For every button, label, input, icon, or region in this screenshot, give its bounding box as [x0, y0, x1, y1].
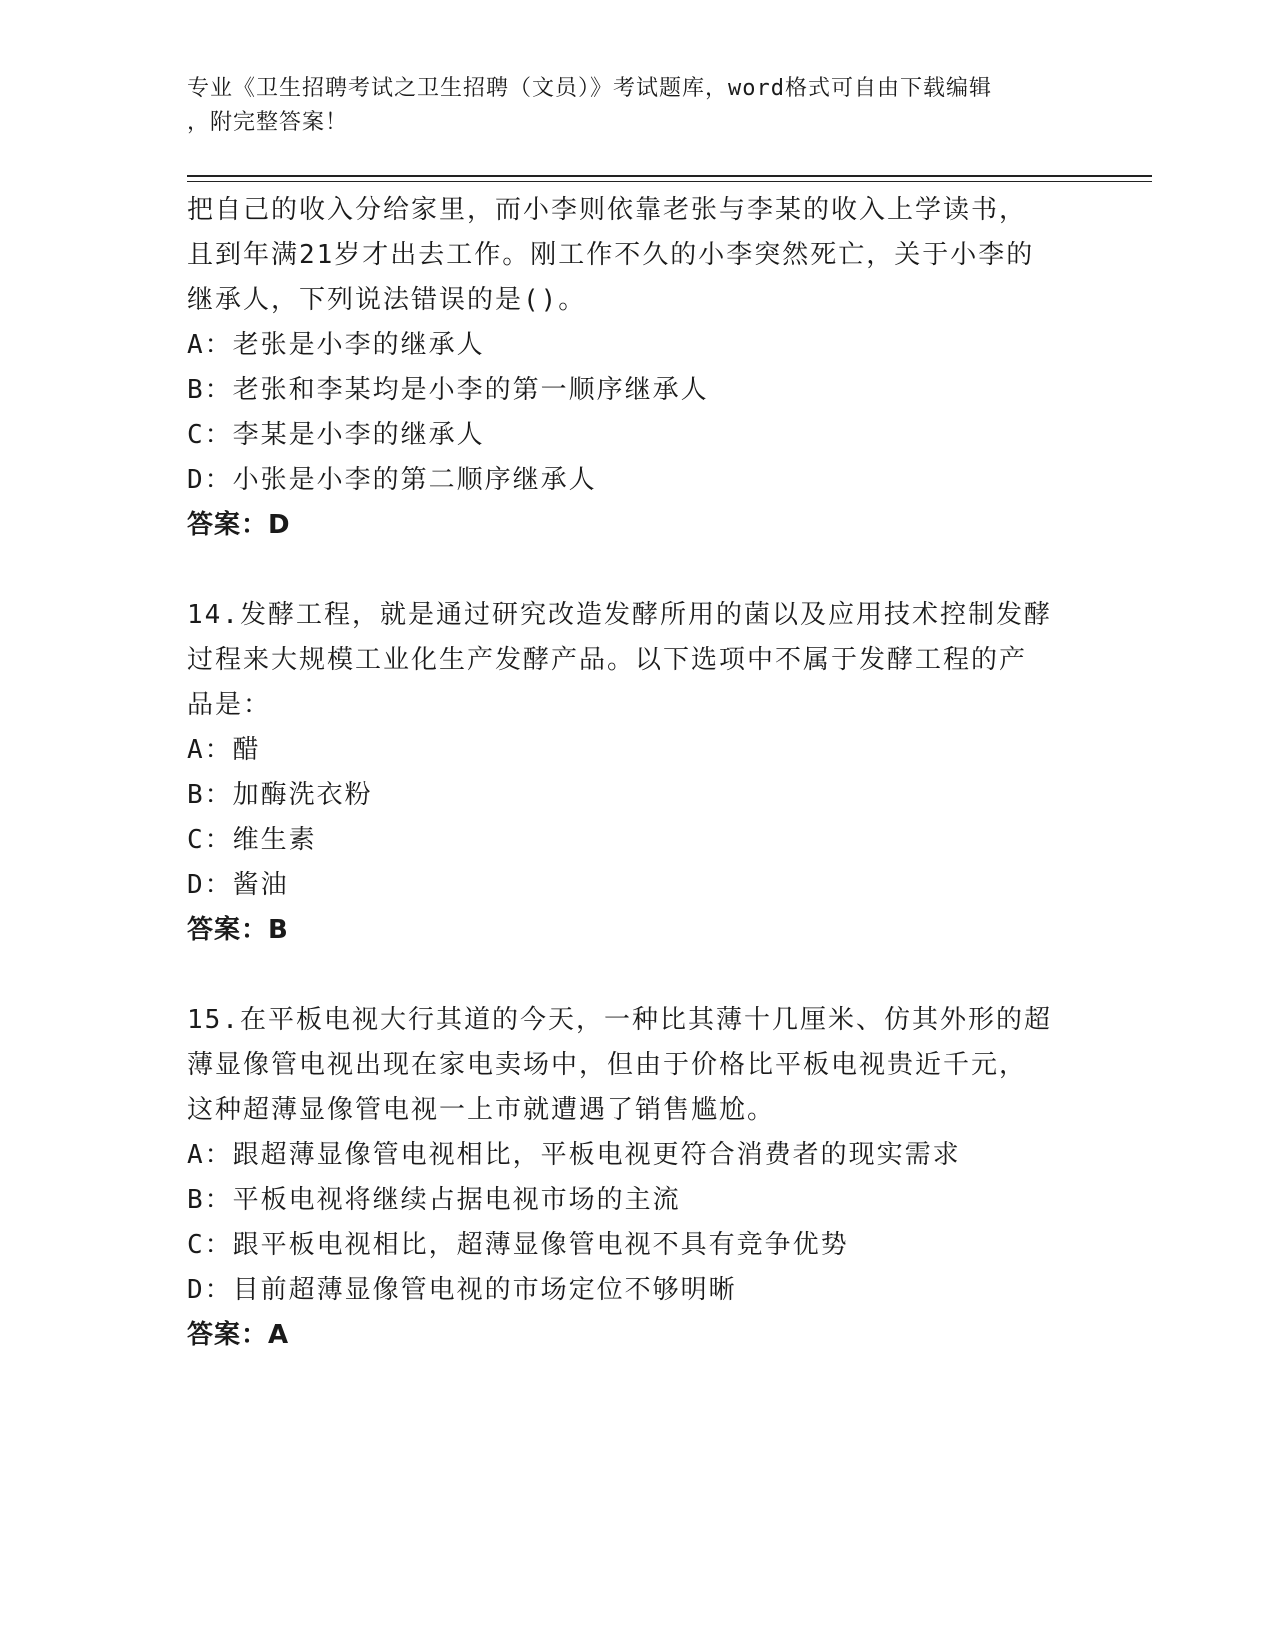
question-13-option-a: A：老张是小李的继承人	[187, 330, 485, 360]
question-13-text-line: 继承人，下列说法错误的是()。	[187, 285, 587, 315]
question-14-option-d: D：酱油	[187, 870, 289, 900]
question-15-text-line: 薄显像管电视出现在家电卖场中，但由于价格比平板电视贵近千元，	[187, 1050, 1028, 1080]
question-13-answer: 答案：D	[187, 510, 291, 540]
question-14-text-line: 品是：	[187, 690, 272, 720]
question-15-option-d: D：目前超薄显像管电视的市场定位不够明晰	[187, 1275, 737, 1305]
question-14-text-line: 过程来大规模工业化生产发酵产品。以下选项中不属于发酵工程的产	[187, 645, 1028, 675]
header-line-2: ，附完整答案！	[187, 110, 349, 135]
header-rule-thick	[187, 175, 1152, 177]
question-14-option-b: B：加酶洗衣粉	[187, 780, 373, 810]
question-15-option-b: B：平板电视将继续占据电视市场的主流	[187, 1185, 681, 1215]
question-13-option-c: C：李某是小李的继承人	[187, 420, 485, 450]
question-15	[187, 998, 1107, 1358]
question-13-text-line: 把自己的收入分给家里，而小李则依靠老张与李某的收入上学读书，	[187, 195, 1028, 225]
question-13-option-b: B：老张和李某均是小李的第一顺序继承人	[187, 375, 709, 405]
spacer	[187, 548, 1107, 593]
page-header	[187, 72, 1077, 140]
question-15-text-line: 15.在平板电视大行其道的今天，一种比其薄十几厘米、仿其外形的超	[187, 1005, 1052, 1035]
spacer	[187, 953, 1107, 998]
question-13-text-line: 且到年满21岁才出去工作。刚工作不久的小李突然死亡，关于小李的	[187, 240, 1035, 270]
question-14-option-a: A：醋	[187, 735, 261, 765]
document-body	[187, 188, 1107, 1358]
question-14-option-c: C：维生素	[187, 825, 317, 855]
question-14	[187, 593, 1107, 953]
question-13-option-d: D：小张是小李的第二顺序继承人	[187, 465, 597, 495]
question-15-text-line: 这种超薄显像管电视一上市就遭遇了销售尴尬。	[187, 1095, 776, 1125]
question-15-answer: 答案：A	[187, 1320, 290, 1350]
header-line-1: 专业《卫生招聘考试之卫生招聘（文员）》考试题库，word格式可自由下载编辑	[187, 76, 992, 101]
header-rule-thin	[187, 181, 1152, 182]
question-13	[187, 188, 1107, 548]
question-15-option-a: A：跟超薄显像管电视相比，平板电视更符合消费者的现实需求	[187, 1140, 961, 1170]
question-14-text-line: 14.发酵工程，就是通过研究改造发酵所用的菌以及应用技术控制发酵	[187, 600, 1052, 630]
question-15-option-c: C：跟平板电视相比，超薄显像管电视不具有竞争优势	[187, 1230, 849, 1260]
question-14-answer: 答案：B	[187, 915, 289, 945]
